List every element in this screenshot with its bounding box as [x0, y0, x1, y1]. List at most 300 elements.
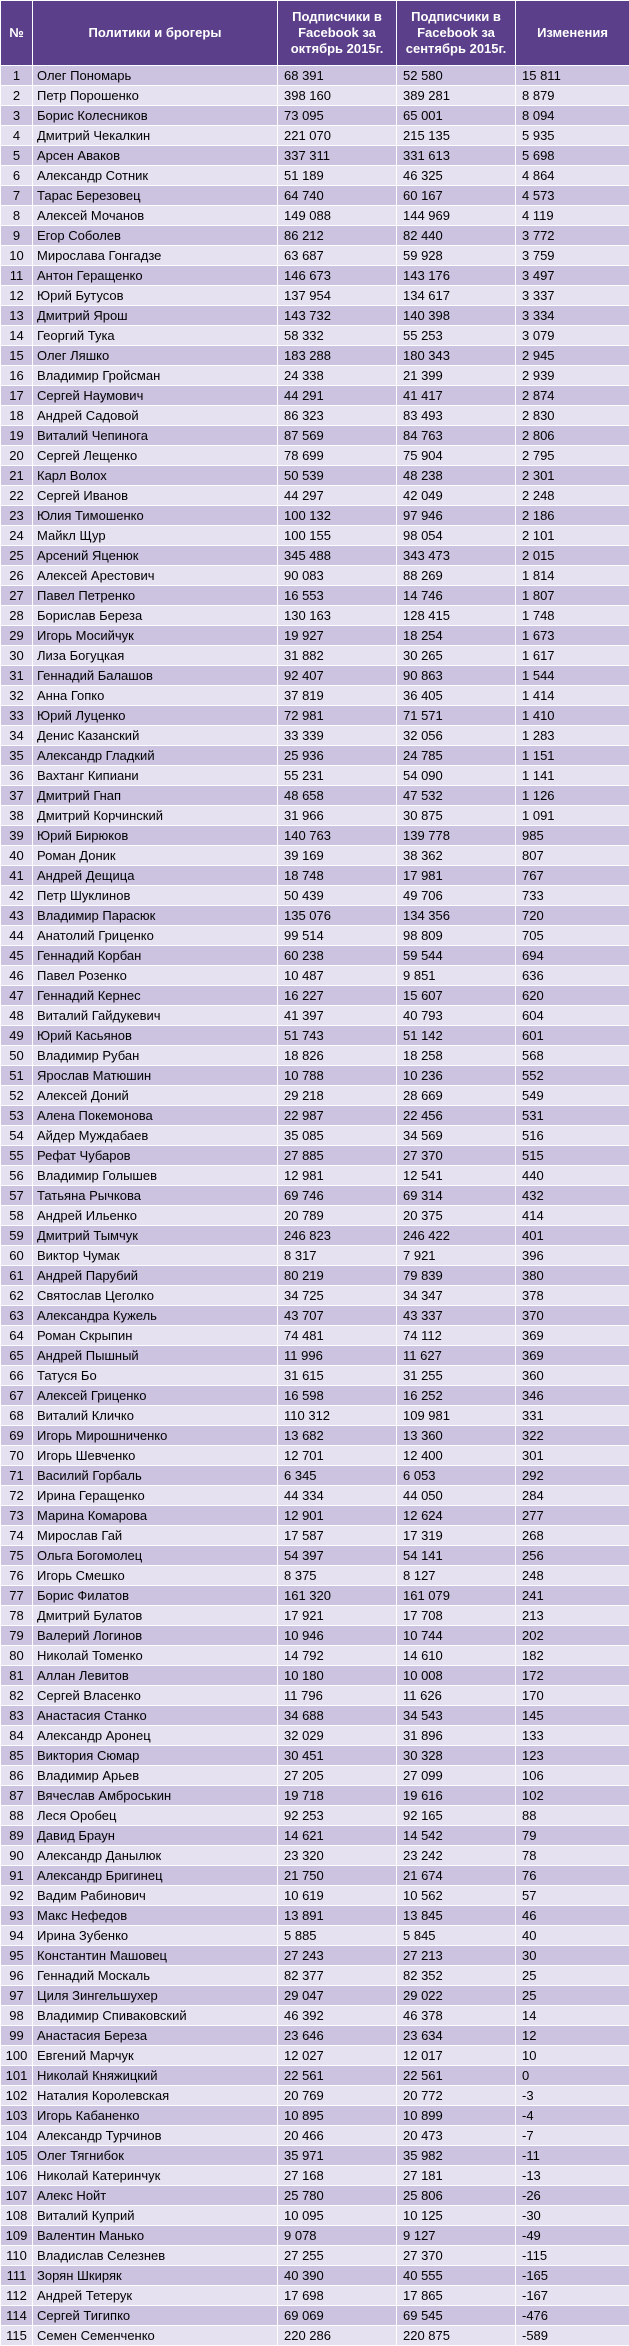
cell-name: Ольга Богомолец — [33, 1546, 278, 1566]
cell-number: 82 — [1, 1686, 33, 1706]
cell-change: 516 — [516, 1126, 629, 1146]
cell-name: Геннадий Кернес — [33, 986, 278, 1006]
cell-number: 41 — [1, 866, 33, 886]
cell-change: 985 — [516, 826, 629, 846]
cell-october: 11 996 — [278, 1346, 397, 1366]
cell-number: 44 — [1, 926, 33, 946]
cell-number: 51 — [1, 1066, 33, 1086]
cell-number: 97 — [1, 1986, 33, 2006]
cell-september: 11 627 — [397, 1346, 516, 1366]
table-row — [1, 1146, 629, 1166]
cell-october: 44 334 — [278, 1486, 397, 1506]
cell-september: 343 473 — [397, 546, 516, 566]
cell-number: 9 — [1, 226, 33, 246]
cell-september: 44 050 — [397, 1486, 516, 1506]
cell-october: 32 029 — [278, 1726, 397, 1746]
cell-number: 2 — [1, 86, 33, 106]
table-row — [1, 1026, 629, 1046]
cell-name: Игорь Мирошниченко — [33, 1426, 278, 1446]
cell-september: 12 017 — [397, 2046, 516, 2066]
cell-number: 32 — [1, 686, 33, 706]
cell-number: 14 — [1, 326, 33, 346]
cell-october: 398 160 — [278, 86, 397, 106]
cell-number: 52 — [1, 1086, 33, 1106]
cell-number: 83 — [1, 1706, 33, 1726]
cell-september: 40 793 — [397, 1006, 516, 1026]
cell-name: Игорь Кабаненко — [33, 2106, 278, 2126]
cell-september: 69 545 — [397, 2306, 516, 2326]
table-row — [1, 786, 629, 806]
cell-september: 12 541 — [397, 1166, 516, 1186]
cell-october: 51 743 — [278, 1026, 397, 1046]
cell-number: 21 — [1, 466, 33, 486]
cell-number: 27 — [1, 586, 33, 606]
cell-name: Павел Розенко — [33, 966, 278, 986]
cell-name: Арсен Аваков — [33, 146, 278, 166]
cell-september: 143 176 — [397, 266, 516, 286]
cell-name: Андрей Пышный — [33, 1346, 278, 1366]
cell-number: 85 — [1, 1746, 33, 1766]
cell-number: 20 — [1, 446, 33, 466]
cell-september: 21 399 — [397, 366, 516, 386]
cell-october: 137 954 — [278, 286, 397, 306]
cell-september: 59 544 — [397, 946, 516, 966]
cell-change: 79 — [516, 1826, 629, 1846]
cell-change: 346 — [516, 1386, 629, 1406]
cell-september: 74 112 — [397, 1326, 516, 1346]
table-row — [1, 1226, 629, 1246]
cell-number: 6 — [1, 166, 33, 186]
cell-change: 1 673 — [516, 626, 629, 646]
cell-september: 31 255 — [397, 1366, 516, 1386]
cell-change: -30 — [516, 2206, 629, 2226]
cell-change: 807 — [516, 846, 629, 866]
cell-number: 10 — [1, 246, 33, 266]
cell-name: Рефат Чубаров — [33, 1146, 278, 1166]
cell-change: 396 — [516, 1246, 629, 1266]
cell-september: 43 337 — [397, 1306, 516, 1326]
cell-name: Анатолий Гриценко — [33, 926, 278, 946]
cell-change: 531 — [516, 1106, 629, 1126]
cell-september: 13 360 — [397, 1426, 516, 1446]
cell-october: 90 083 — [278, 566, 397, 586]
cell-name: Александра Кужель — [33, 1306, 278, 1326]
table-row — [1, 1866, 629, 1886]
cell-number: 86 — [1, 1766, 33, 1786]
cell-october: 54 397 — [278, 1546, 397, 1566]
table-row — [1, 2146, 629, 2166]
cell-october: 68 391 — [278, 66, 397, 86]
cell-number: 11 — [1, 266, 33, 286]
cell-september: 12 400 — [397, 1446, 516, 1466]
cell-name: Петр Шуклинов — [33, 886, 278, 906]
cell-name: Борислав Береза — [33, 606, 278, 626]
cell-october: 39 169 — [278, 846, 397, 866]
cell-september: 30 328 — [397, 1746, 516, 1766]
cell-september: 69 314 — [397, 1186, 516, 1206]
cell-number: 18 — [1, 406, 33, 426]
cell-number: 46 — [1, 966, 33, 986]
table-row — [1, 2326, 629, 2346]
cell-october: 34 688 — [278, 1706, 397, 1726]
cell-name: Виктория Сюмар — [33, 1746, 278, 1766]
cell-september: 14 610 — [397, 1646, 516, 1666]
cell-september: 12 624 — [397, 1506, 516, 1526]
cell-name: Леся Оробец — [33, 1806, 278, 1826]
table-row — [1, 986, 629, 1006]
cell-name: Андрей Ильенко — [33, 1206, 278, 1226]
cell-october: 74 481 — [278, 1326, 397, 1346]
cell-change: 1 126 — [516, 786, 629, 806]
table-row — [1, 626, 629, 646]
table-row — [1, 166, 629, 186]
cell-number: 53 — [1, 1106, 33, 1126]
cell-september: 55 253 — [397, 326, 516, 346]
cell-change: 40 — [516, 1926, 629, 1946]
table-row — [1, 2106, 629, 2126]
table-row — [1, 506, 629, 526]
cell-name: Давид Браун — [33, 1826, 278, 1846]
cell-october: 86 212 — [278, 226, 397, 246]
cell-september: 27 213 — [397, 1946, 516, 1966]
cell-october: 18 826 — [278, 1046, 397, 1066]
cell-change: 3 772 — [516, 226, 629, 246]
cell-name: Олег Пономарь — [33, 66, 278, 86]
cell-october: 246 823 — [278, 1226, 397, 1246]
cell-change: 378 — [516, 1286, 629, 1306]
cell-october: 92 407 — [278, 666, 397, 686]
cell-name: Антон Геращенко — [33, 266, 278, 286]
cell-october: 14 621 — [278, 1826, 397, 1846]
cell-change: 2 101 — [516, 526, 629, 546]
cell-october: 24 338 — [278, 366, 397, 386]
cell-name: Геннадий Москаль — [33, 1966, 278, 1986]
table-row — [1, 1806, 629, 1826]
cell-number: 40 — [1, 846, 33, 866]
table-row — [1, 2286, 629, 2306]
cell-number: 107 — [1, 2186, 33, 2206]
table-row — [1, 2226, 629, 2246]
cell-october: 17 587 — [278, 1526, 397, 1546]
table-row — [1, 86, 629, 106]
cell-october: 46 392 — [278, 2006, 397, 2026]
table-row — [1, 846, 629, 866]
cell-change: 277 — [516, 1506, 629, 1526]
cell-name: Карл Волох — [33, 466, 278, 486]
cell-september: 52 580 — [397, 66, 516, 86]
cell-name: Георгий Тука — [33, 326, 278, 346]
cell-change: 2 830 — [516, 406, 629, 426]
cell-september: 79 839 — [397, 1266, 516, 1286]
table-row — [1, 1646, 629, 1666]
cell-number: 106 — [1, 2166, 33, 2186]
cell-name: Василий Горбаль — [33, 1466, 278, 1486]
cell-change: 30 — [516, 1946, 629, 1966]
cell-october: 20 769 — [278, 2086, 397, 2106]
cell-change: 2 939 — [516, 366, 629, 386]
cell-number: 109 — [1, 2226, 33, 2246]
table-row — [1, 2246, 629, 2266]
cell-october: 130 163 — [278, 606, 397, 626]
cell-october: 72 981 — [278, 706, 397, 726]
cell-change: 106 — [516, 1766, 629, 1786]
cell-september: 38 362 — [397, 846, 516, 866]
cell-number: 57 — [1, 1186, 33, 1206]
table-row — [1, 326, 629, 346]
table-row — [1, 906, 629, 926]
cell-change: 440 — [516, 1166, 629, 1186]
cell-change: 604 — [516, 1006, 629, 1026]
cell-october: 13 891 — [278, 1906, 397, 1926]
cell-number: 94 — [1, 1926, 33, 1946]
cell-change: 76 — [516, 1866, 629, 1886]
cell-number: 101 — [1, 2066, 33, 2086]
cell-change: 2 874 — [516, 386, 629, 406]
cell-name: Виталий Куприй — [33, 2206, 278, 2226]
cell-october: 10 487 — [278, 966, 397, 986]
cell-october: 48 658 — [278, 786, 397, 806]
cell-change: 248 — [516, 1566, 629, 1586]
cell-october: 69 069 — [278, 2306, 397, 2326]
cell-change: 102 — [516, 1786, 629, 1806]
table-row — [1, 1766, 629, 1786]
cell-change: 284 — [516, 1486, 629, 1506]
table-row — [1, 126, 629, 146]
cell-change: 3 759 — [516, 246, 629, 266]
cell-number: 87 — [1, 1786, 33, 1806]
cell-october: 37 819 — [278, 686, 397, 706]
cell-change: 370 — [516, 1306, 629, 1326]
cell-october: 8 317 — [278, 1246, 397, 1266]
table-row — [1, 2266, 629, 2286]
cell-name: Виталий Кличко — [33, 1406, 278, 1426]
cell-name: Сергей Лещенко — [33, 446, 278, 466]
cell-change: -167 — [516, 2286, 629, 2306]
cell-september: 88 269 — [397, 566, 516, 586]
cell-number: 84 — [1, 1726, 33, 1746]
table-row — [1, 1846, 629, 1866]
cell-september: 13 845 — [397, 1906, 516, 1926]
cell-change: 380 — [516, 1266, 629, 1286]
cell-september: 34 569 — [397, 1126, 516, 1146]
table-row — [1, 366, 629, 386]
cell-change: 3 497 — [516, 266, 629, 286]
cell-october: 60 238 — [278, 946, 397, 966]
table-row — [1, 446, 629, 466]
cell-name: Владислав Селезнев — [33, 2246, 278, 2266]
cell-name: Евгений Марчук — [33, 2046, 278, 2066]
cell-number: 47 — [1, 986, 33, 1006]
cell-october: 143 732 — [278, 306, 397, 326]
cell-number: 48 — [1, 1006, 33, 1026]
cell-september: 48 238 — [397, 466, 516, 486]
cell-october: 221 070 — [278, 126, 397, 146]
table-row — [1, 926, 629, 946]
cell-change: 15 811 — [516, 66, 629, 86]
cell-october: 41 397 — [278, 1006, 397, 1026]
table-row — [1, 206, 629, 226]
cell-number: 78 — [1, 1606, 33, 1626]
cell-number: 39 — [1, 826, 33, 846]
cell-october: 33 339 — [278, 726, 397, 746]
cell-october: 17 921 — [278, 1606, 397, 1626]
cell-name: Алена Покемонова — [33, 1106, 278, 1126]
table-row — [1, 1586, 629, 1606]
cell-number: 63 — [1, 1306, 33, 1326]
cell-september: 29 022 — [397, 1986, 516, 2006]
table-row — [1, 2206, 629, 2226]
cell-september: 180 343 — [397, 346, 516, 366]
cell-october: 43 707 — [278, 1306, 397, 1326]
cell-name: Дмитрий Ярош — [33, 306, 278, 326]
cell-september: 20 772 — [397, 2086, 516, 2106]
cell-change: 241 — [516, 1586, 629, 1606]
cell-name: Наталия Королевская — [33, 2086, 278, 2106]
cell-change: 322 — [516, 1426, 629, 1446]
cell-number: 71 — [1, 1466, 33, 1486]
cell-change: 549 — [516, 1086, 629, 1106]
cell-number: 100 — [1, 2046, 33, 2066]
cell-change: -13 — [516, 2166, 629, 2186]
cell-change: 3 079 — [516, 326, 629, 346]
cell-name: Алексей Гриценко — [33, 1386, 278, 1406]
cell-number: 25 — [1, 546, 33, 566]
cell-october: 27 243 — [278, 1946, 397, 1966]
cell-number: 17 — [1, 386, 33, 406]
cell-october: 44 291 — [278, 386, 397, 406]
table-row — [1, 2006, 629, 2026]
cell-september: 139 778 — [397, 826, 516, 846]
cell-change: 2 806 — [516, 426, 629, 446]
cell-october: 13 682 — [278, 1426, 397, 1446]
cell-change: 3 337 — [516, 286, 629, 306]
cell-change: 213 — [516, 1606, 629, 1626]
cell-number: 24 — [1, 526, 33, 546]
table-row — [1, 2046, 629, 2066]
cell-name: Татуся Бо — [33, 1366, 278, 1386]
table-row — [1, 886, 629, 906]
cell-number: 64 — [1, 1326, 33, 1346]
cell-september: 42 049 — [397, 486, 516, 506]
cell-number: 43 — [1, 906, 33, 926]
cell-number: 65 — [1, 1346, 33, 1366]
cell-october: 69 746 — [278, 1186, 397, 1206]
cell-number: 103 — [1, 2106, 33, 2126]
cell-change: 1 151 — [516, 746, 629, 766]
cell-name: Александр Гладкий — [33, 746, 278, 766]
cell-number: 70 — [1, 1446, 33, 1466]
cell-name: Дмитрий Тымчук — [33, 1226, 278, 1246]
cell-september: 10 899 — [397, 2106, 516, 2126]
cell-september: 82 440 — [397, 226, 516, 246]
cell-change: 25 — [516, 1986, 629, 2006]
cell-name: Геннадий Балашов — [33, 666, 278, 686]
cell-september: 10 236 — [397, 1066, 516, 1086]
cell-change: 182 — [516, 1646, 629, 1666]
cell-name: Роман Доник — [33, 846, 278, 866]
cell-september: 246 422 — [397, 1226, 516, 1246]
cell-name: Мирослава Гонгадзе — [33, 246, 278, 266]
table-row — [1, 1366, 629, 1386]
cell-number: 54 — [1, 1126, 33, 1146]
cell-name: Циля Зингельшухер — [33, 1986, 278, 2006]
table-row — [1, 286, 629, 306]
header-september: Подписчики в Facebook за сентябрь 2015г. — [397, 1, 516, 66]
cell-change: 12 — [516, 2026, 629, 2046]
table-row — [1, 1666, 629, 1686]
table-row — [1, 1206, 629, 1226]
cell-october: 10 946 — [278, 1626, 397, 1646]
cell-name: Марина Комарова — [33, 1506, 278, 1526]
cell-september: 30 265 — [397, 646, 516, 666]
cell-october: 18 748 — [278, 866, 397, 886]
cell-name: Виталий Чепинога — [33, 426, 278, 446]
cell-name: Олег Ляшко — [33, 346, 278, 366]
table-row — [1, 1346, 629, 1366]
cell-number: 50 — [1, 1046, 33, 1066]
table-row — [1, 1966, 629, 1986]
table-row — [1, 526, 629, 546]
cell-october: 12 981 — [278, 1166, 397, 1186]
cell-change: 170 — [516, 1686, 629, 1706]
cell-october: 146 673 — [278, 266, 397, 286]
cell-october: 30 451 — [278, 1746, 397, 1766]
cell-september: 134 356 — [397, 906, 516, 926]
cell-change: -49 — [516, 2226, 629, 2246]
cell-change: 1 807 — [516, 586, 629, 606]
cell-name: Николай Княжицкий — [33, 2066, 278, 2086]
cell-september: 17 708 — [397, 1606, 516, 1626]
cell-change: 1 617 — [516, 646, 629, 666]
cell-change: 694 — [516, 946, 629, 966]
cell-change: 401 — [516, 1226, 629, 1246]
cell-september: 389 281 — [397, 86, 516, 106]
cell-september: 15 607 — [397, 986, 516, 1006]
cell-change: 1 414 — [516, 686, 629, 706]
cell-name: Владимир Спиваковский — [33, 2006, 278, 2026]
cell-change: 1 544 — [516, 666, 629, 686]
cell-name: Николай Томенко — [33, 1646, 278, 1666]
cell-number: 55 — [1, 1146, 33, 1166]
table-row — [1, 306, 629, 326]
cell-october: 27 885 — [278, 1146, 397, 1166]
cell-change: 78 — [516, 1846, 629, 1866]
cell-number: 81 — [1, 1666, 33, 1686]
cell-october: 16 598 — [278, 1386, 397, 1406]
cell-september: 34 543 — [397, 1706, 516, 1726]
cell-september: 17 865 — [397, 2286, 516, 2306]
cell-name: Роман Скрыпин — [33, 1326, 278, 1346]
cell-name: Валерий Логинов — [33, 1626, 278, 1646]
table-row — [1, 586, 629, 606]
table-row — [1, 566, 629, 586]
cell-september: 46 378 — [397, 2006, 516, 2026]
cell-name: Ярослав Матюшин — [33, 1066, 278, 1086]
table-row — [1, 1986, 629, 2006]
cell-september: 92 165 — [397, 1806, 516, 1826]
cell-number: 23 — [1, 506, 33, 526]
table-row — [1, 106, 629, 126]
cell-september: 134 617 — [397, 286, 516, 306]
cell-october: 17 698 — [278, 2286, 397, 2306]
table-row — [1, 1726, 629, 1746]
cell-name: Андрей Садовой — [33, 406, 278, 426]
cell-name: Андрей Дещица — [33, 866, 278, 886]
cell-october: 16 553 — [278, 586, 397, 606]
cell-change: 601 — [516, 1026, 629, 1046]
cell-september: 51 142 — [397, 1026, 516, 1046]
cell-number: 29 — [1, 626, 33, 646]
